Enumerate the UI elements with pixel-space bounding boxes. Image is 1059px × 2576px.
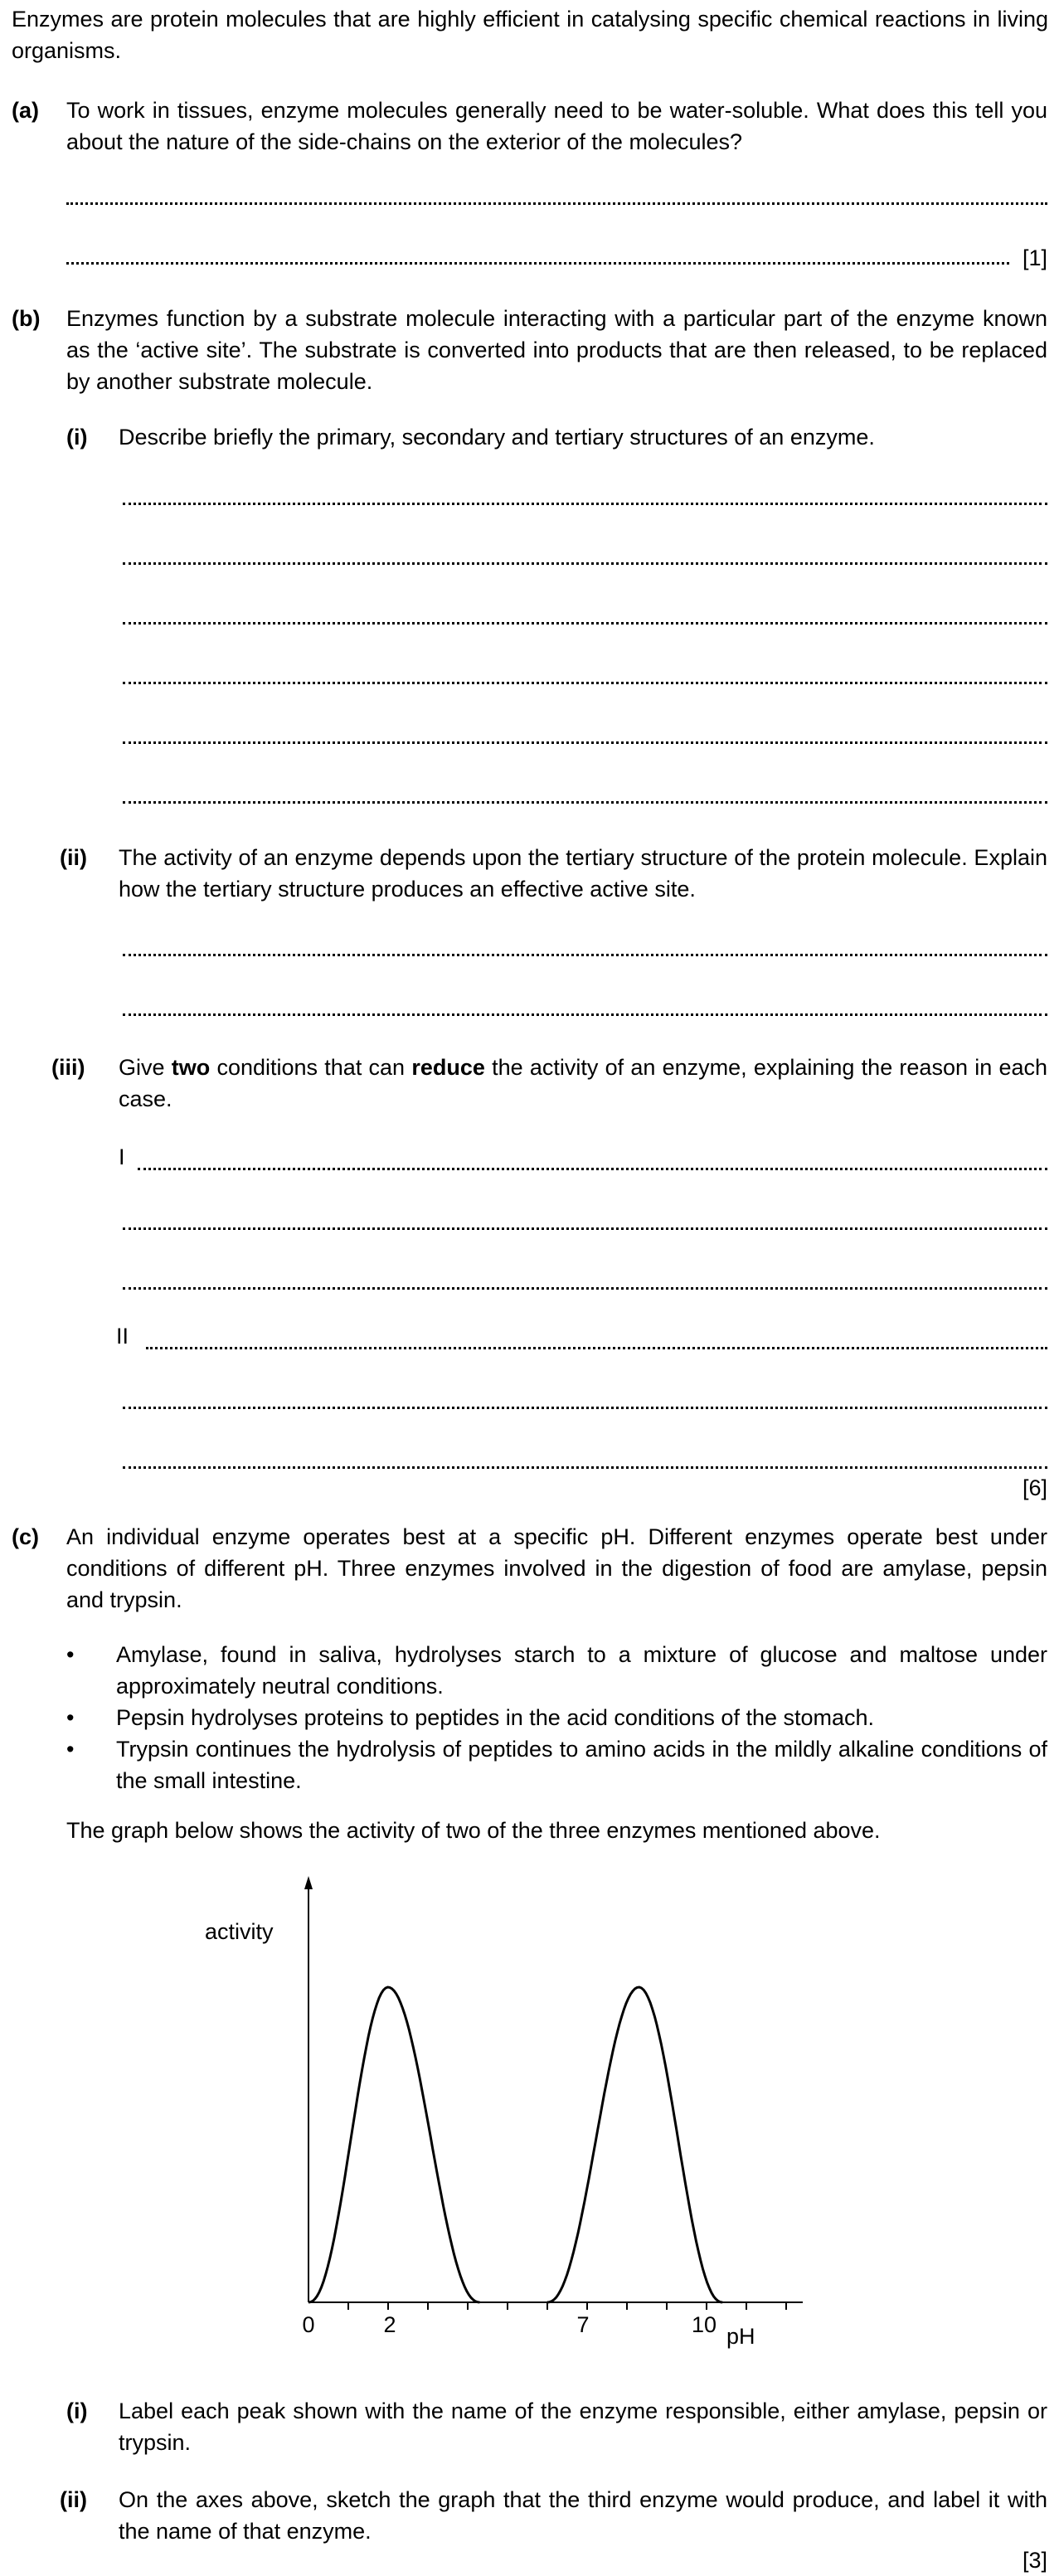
part-b-iii-item-2-label: II xyxy=(116,1324,129,1349)
part-b-iii-bold-two: two xyxy=(171,1055,211,1080)
part-b-question: Enzymes function by a substrate molecule interacting with a particular part of the enzyme known as the ‘active site’. The substrate is converted into products that are then released, to be replaced by another substrate molecule. xyxy=(66,306,1047,394)
part-a-marks: [1] xyxy=(1022,245,1047,270)
part-a-label: (a) xyxy=(12,98,39,123)
activity-peak-1 xyxy=(308,1987,479,2302)
part-a-question: To work in tissues, enzyme molecules generally need to be water-soluble. What does this tell you about the nature of the side-chains on the exterior of the molecules? xyxy=(66,98,1047,154)
part-c-marks: [3] xyxy=(1022,2548,1047,2573)
chart-y-axis-label: activity xyxy=(205,1919,274,1944)
part-b-marks: [6] xyxy=(1022,1475,1047,1500)
part-b-ii-label: (ii) xyxy=(60,845,87,870)
part-c-ii-label: (ii) xyxy=(60,2487,87,2512)
x-tick-label: 10 xyxy=(691,2312,717,2337)
graph-intro: The graph below shows the activity of two of the three enzymes mentioned above. xyxy=(66,1818,881,1843)
part-b-label: (b) xyxy=(12,306,41,331)
part-c-ii-question: On the axes above, sketch the graph that the third enzyme would produce, and label it with the name of that enzyme. xyxy=(119,2487,1047,2544)
x-tick-label: 7 xyxy=(576,2312,590,2337)
part-b-iii-text-pre: Give xyxy=(119,1055,172,1080)
part-c-i-label: (i) xyxy=(66,2399,88,2423)
activity-peak-2 xyxy=(547,1987,722,2302)
intro-text: Enzymes are protein molecules that are highly efficient in catalysing specific chemical reactions in living organisms. xyxy=(12,7,1048,63)
part-b-iii-text-post: the activity of an enzyme, explaining the reason in each case. xyxy=(119,1055,1047,1111)
x-tick-label: 2 xyxy=(383,2312,396,2337)
part-c-label: (c) xyxy=(12,1524,39,1549)
bullet-pepsin: • Pepsin hydrolyses proteins to peptides in the acid conditions of the stomach. xyxy=(66,1702,1047,1733)
bullet-amylase: • Amylase, found in saliva, hydrolyses starch to a mixture of glucose and maltose under approximately neutral conditions. xyxy=(66,1639,1047,1702)
chart-x-axis-label: pH xyxy=(726,2324,755,2349)
bullet-trypsin: • Trypsin continues the hydrolysis of peptides to amino acids in the mildly alkaline conditions of the small intestine. xyxy=(66,1733,1047,1796)
x-tick-label: 0 xyxy=(302,2312,315,2337)
part-b-i-question: Describe briefly the primary, secondary and tertiary structures of an enzyme. xyxy=(119,425,875,450)
part-b-i-label: (i) xyxy=(66,425,88,450)
part-b-ii-question: The activity of an enzyme depends upon the tertiary structure of the protein molecule. Explain how the tertiary structure produces an effective active site. xyxy=(119,845,1047,902)
part-b-iii-item-1-label: I xyxy=(119,1145,125,1169)
y-axis-arrow xyxy=(304,1876,313,1889)
part-b-iii-text-mid: conditions that can xyxy=(210,1055,412,1080)
part-b-iii-bold-reduce: reduce xyxy=(411,1055,485,1080)
part-c-i-question: Label each peak shown with the name of the enzyme responsible, either amylase, pepsin or trypsin. xyxy=(119,2399,1047,2455)
part-b-iii-label: (iii) xyxy=(51,1055,85,1080)
chart-root xyxy=(302,1876,803,2337)
part-c-question: An individual enzyme operates best at a specific pH. Different enzymes operate best under conditions of different pH. Three enzymes involved in the digestion of food are amylase, pepsin and trypsin. xyxy=(66,1524,1047,1612)
